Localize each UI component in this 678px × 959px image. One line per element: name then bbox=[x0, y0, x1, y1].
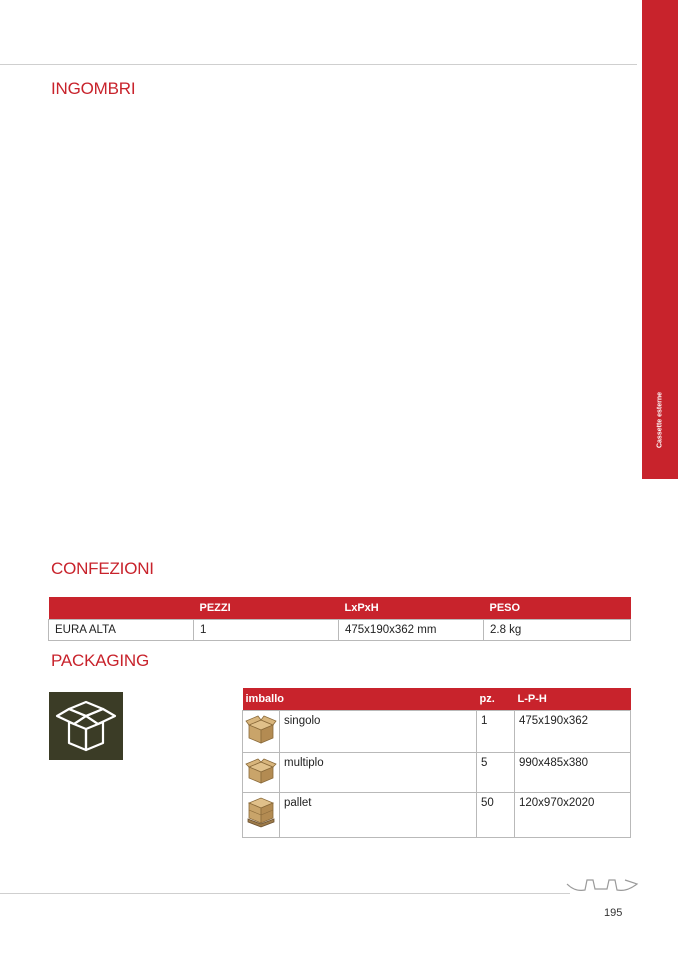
table-cell: multiplo bbox=[280, 753, 477, 793]
table-row bbox=[243, 711, 631, 753]
table-cell: 5 bbox=[477, 753, 515, 793]
top-rule bbox=[0, 64, 637, 65]
table-cell: 990x485x380 bbox=[515, 753, 631, 793]
packaging-table bbox=[242, 688, 631, 838]
table-header-row bbox=[243, 688, 631, 711]
box-single-icon bbox=[243, 711, 280, 753]
box-multiple-icon bbox=[243, 753, 280, 793]
pallet-icon bbox=[243, 793, 280, 838]
table-cell: 475x190x362 mm bbox=[339, 620, 484, 641]
packaging-box-icon bbox=[49, 692, 123, 760]
table-row bbox=[243, 793, 631, 838]
section-title-confezioni: CONFEZIONI bbox=[51, 559, 154, 578]
column-header bbox=[49, 597, 194, 620]
table-cell: 1 bbox=[477, 711, 515, 753]
column-header: PEZZI bbox=[194, 597, 339, 620]
section-title-ingombri: INGOMBRI bbox=[51, 79, 136, 98]
table-cell: 120x970x2020 bbox=[515, 793, 631, 838]
column-header: LxPxH bbox=[339, 597, 484, 620]
side-tab-label: Cassette esterne bbox=[656, 391, 664, 449]
table-cell: 2.8 kg bbox=[484, 620, 631, 641]
table-cell: 475x190x362 bbox=[515, 711, 631, 753]
column-header: imballo bbox=[243, 688, 477, 711]
table-cell: singolo bbox=[280, 711, 477, 753]
confezioni-table bbox=[48, 597, 631, 641]
table-cell: 50 bbox=[477, 793, 515, 838]
table-row bbox=[49, 620, 631, 641]
column-header: L-P-H bbox=[515, 688, 631, 711]
bottom-rule bbox=[0, 893, 570, 894]
column-header: PESO bbox=[484, 597, 631, 620]
column-header: pz. bbox=[477, 688, 515, 711]
page-number: 195 bbox=[604, 907, 623, 919]
table-cell: pallet bbox=[280, 793, 477, 838]
table-row bbox=[243, 753, 631, 793]
section-title-packaging: PACKAGING bbox=[51, 651, 150, 670]
table-header-row bbox=[49, 597, 631, 620]
table-cell: EURA ALTA bbox=[49, 620, 194, 641]
decorative-ornament bbox=[565, 876, 639, 899]
table-cell: 1 bbox=[194, 620, 339, 641]
